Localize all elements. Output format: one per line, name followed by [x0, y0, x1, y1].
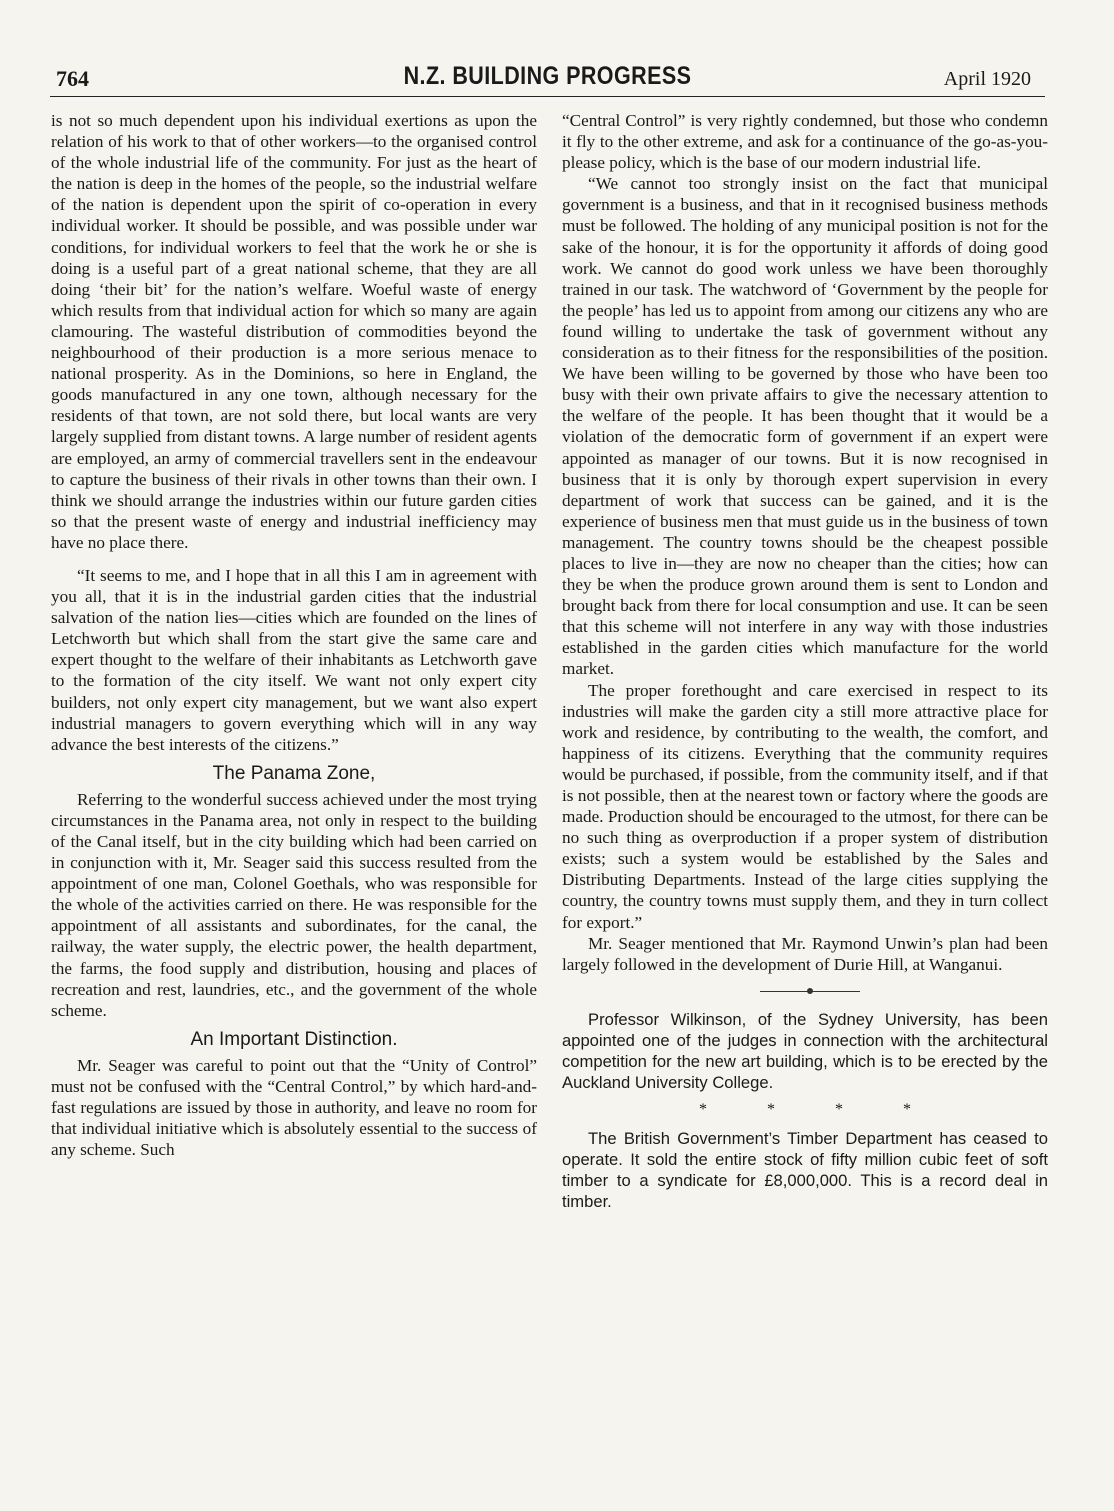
section-heading-distinction: An Important Distinction.: [190, 1028, 398, 1050]
section-divider: [562, 975, 1048, 1003]
paragraph: “Central Control” is very rightly condemned, but those who condemn it fly to the other extreme, and ask for a continuance of the go-as-you-please policy, which is the base of our modern industrial life.: [562, 111, 1048, 173]
paragraph: is not so much dependent upon his individual exertions as upon the relation of his work to that of other workers—to the organised control of the whole industrial life of the community. For just as the heart of the nation is deep in the homes of the people, so the industrial welfare of the nation is dependent upon the spirit of co-operation in every individual worker. It should be possible, and was possible under war conditions, for individual workers to feel that the work he or she is doing is a useful part of a great national scheme, that they are all doing ‘their bit’ for the nation’s welfare. Woeful waste of energy which results from that individual action for which so many are again clamouring. The wasteful distribution of commodities beyond the neighbourhood of their production is a more serious menace to national prosperity. As in the Dominions, so here in England, the goods manufactured in any one town, although necessary for the residents of that town, are not sold there, but local wants are very largely supplied from distant towns. A large number of resident agents are employed, an army of commercial travellers sent in the endeavour to capture the business of their rivals in other towns than their own. I think we should arrange the industries within our future garden cities so that the present waste of energy and industrial inefficiency may have no place there.: [51, 111, 537, 552]
left-column: [51, 110, 537, 1160]
paragraph: Referring to the wonderful success achieved under the most trying circumstances in the Panama area, not only in respect to the building of the Canal itself, but in the city building which had been carried on in conjunction with it, Mr. Seager said this success resulted from the appointment of one man, Colonel Goethals, who was responsible for the whole of the activities carried on there. He was responsible for the appointment of all assistants and subordinates, for the canal, the railway, the water supply, the electric power, the health department, the farms, the food supply and distribution, housing and places of recreation and rest, laundries, etc., and the government of the whole scheme.: [51, 789, 537, 1020]
publication-title: N.Z. BUILDING PROGRESS: [403, 62, 692, 90]
news-note-wilkinson: Professor Wilkinson, of the Sydney University, has been appointed one of the judges in connection with the architectural competition for the new art building, which is to be erected by the Auckland University College.: [562, 1009, 1048, 1092]
section-heading-panama: The Panama Zone,: [212, 762, 376, 784]
paragraph: Mr. Seager was careful to point out that the “Unity of Control” must not be confused with the “Central Control,” by which hard-and-fast regulations are issued by those in authority, and leave no room for that individual initiative which is absolutely essential to the success of any scheme. Such: [51, 1055, 537, 1160]
right-column: [562, 110, 1048, 1212]
paragraph: The proper forethought and care exercised in respect to its industries will make the garden city a still more attractive place for work and residence, by contributing to the wealth, the comfort, and happiness of its citizens. Everything that the community requires would be purchased, if possible, from the community itself, and if that is not possible, then at the nearest town or factory where the goods are made. Production should be encouraged to the utmost, for there can be no such thing as overproduction if a proper system of distribution exists; such a system would be established by the Sales and Distributing Departments. Instead of the large cities supplying the country, the country towns must supply them, and they in turn collect for export.”: [562, 680, 1048, 932]
page-header: [50, 62, 1045, 97]
star-separator: * * * *: [699, 1100, 939, 1118]
paragraph: Mr. Seager mentioned that Mr. Raymond Unwin’s plan had been largely followed in the development of Durie Hill, at Wanganui.: [562, 933, 1048, 974]
page-number: 764: [56, 66, 89, 91]
news-note-timber: The British Government’s Timber Department has ceased to operate. It sold the entire stock of fifty million cubic feet of soft timber to a syndicate for £8,000,000. This is a record deal in timber.: [562, 1128, 1048, 1211]
paragraph: “We cannot too strongly insist on the fact that municipal government is a business, and that in it recognised business methods must be followed. The holding of any municipal position is not for the sake of the honour, it is for the opportunity it affords of doing good work. We cannot do good work unless we have been thoroughly trained in our task. The watchword of ‘Government by the people for the people’ has led us to appoint from among our citizens any who are found willing to undertake the task of government without any consideration as to their fitness for the responsibilities of the position. We have been willing to be governed by those who have been too busy with their own private affairs to give the necessary attention to the welfare of the people. It has been thought that it would be a violation of the democratic form of government if an expert were appointed as manager of our towns. But it is now recognised in business that it is only by thorough expert supervision in every department of work that success can be gained, and it is the experience of business men that must guide us in the business of town management. The country towns should be the cheapest possible places to live in—they are now no cheaper than the cities; how can they be when the produce grown around them is sent to London and brought back from there for local consumption and use. It can be seen that this scheme will not interfere in any way with those industries established in the garden cities which manufacture for the world market.: [562, 174, 1048, 679]
issue-date: April 1920: [943, 68, 1031, 90]
paragraph: “It seems to me, and I hope that in all this I am in agreement with you all, that it is in the industrial garden cities that the industrial salvation of the nation lies—cities which are founded on the lines of Letchworth but which shall from the start give the same care and expert thought to the welfare of their inhabitants as Letchworth gave to the formation of the city itself. We want not only expert city builders, not only expert city management, but we want also expert industrial managers to govern everything which will in any way advance the best interests of the citizens.”: [51, 565, 537, 754]
